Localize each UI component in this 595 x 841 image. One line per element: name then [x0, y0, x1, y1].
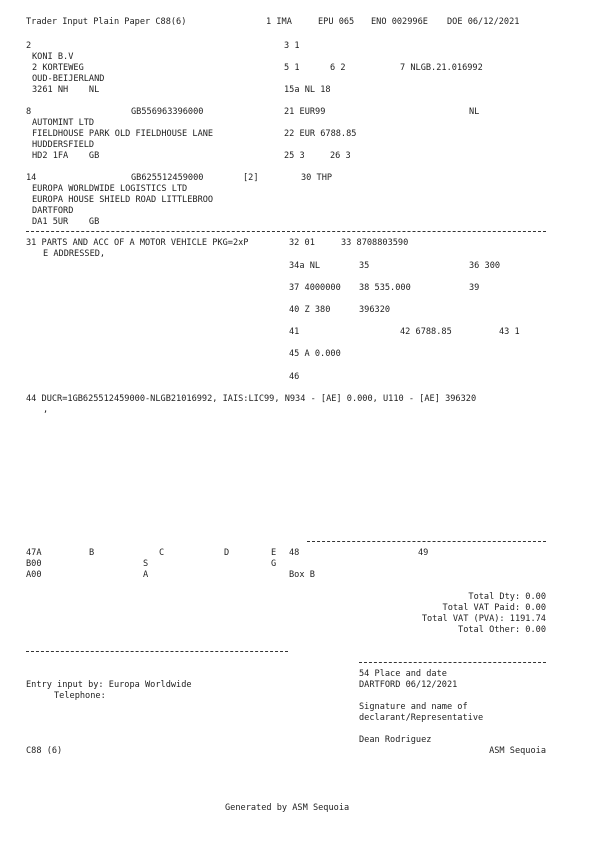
form-title: Trader Input Plain Paper C88(6): [26, 17, 187, 27]
box-1-declaration-type: 1 IMA: [266, 17, 292, 27]
form-code: C88 (6): [26, 746, 63, 756]
box-22-invoice-total: 22 EUR 6788.85: [284, 129, 357, 139]
declarant-status: [2]: [243, 173, 259, 183]
tax-col-e-label: E: [271, 548, 277, 558]
box-44-additional-info: 44 DUCR=1GB625512459000-NLGB21016992, IAIS:LIC99, N934 - [AE] 0.000, U110 - [AE] 396320: [26, 394, 477, 404]
declarant-postcode: DA1 5UR GB: [32, 217, 100, 227]
box-54-label: 54 Place and date: [359, 669, 447, 679]
box-49-warehouse: 49: [418, 548, 429, 558]
consignee-name: AUTOMINT LTD: [32, 118, 95, 128]
box-43-valuation-method: 43 1: [499, 327, 520, 337]
consignee-eori: GB556963396000: [131, 107, 204, 117]
box-38-net-mass: 38 535.000: [359, 283, 411, 293]
box-2-label: 2: [26, 41, 32, 51]
place-and-date: DARTFORD 06/12/2021: [359, 680, 458, 690]
footer-divider-left: [26, 651, 288, 652]
box-5-items: 5 1: [284, 63, 300, 73]
tax-line-2-type: A00: [26, 570, 42, 580]
box-40-reference: 396320: [359, 305, 391, 315]
box-21-country: NL: [469, 107, 480, 117]
box-47a-label: 47A: [26, 548, 42, 558]
tax-line-1-mop: G: [271, 559, 277, 569]
box-b-label: Box B: [289, 570, 315, 580]
consignee-street: FIELDHOUSE PARK OLD FIELDHOUSE LANE: [32, 129, 214, 139]
box-6-packages: 6 2: [330, 63, 346, 73]
section-divider: [26, 231, 546, 232]
box-42-item-price: 42 6788.85: [400, 327, 452, 337]
box-45-adjustment: 45 A 0.000: [289, 349, 341, 359]
telephone-label: Telephone:: [54, 691, 106, 701]
consignee-city: HUDDERSFIELD: [32, 140, 95, 150]
box-39-quota: 39: [469, 283, 480, 293]
total-vat-pva: Total VAT (PVA): 1191.74: [421, 614, 546, 624]
box-41-supplementary-units: 41: [289, 327, 300, 337]
box-32-item-number: 32 01: [289, 238, 315, 248]
signature-label-line2: declarant/Representative: [359, 713, 484, 723]
total-duty: Total Dty: 0.00: [468, 592, 546, 602]
entry-input-by: Entry input by: Europa Worldwide: [26, 680, 192, 690]
date-of-entry: DOE 06/12/2021: [447, 17, 520, 27]
box-3-forms: 3 1: [284, 41, 300, 51]
tax-divider: [307, 541, 546, 542]
box-36-preference: 36 300: [469, 261, 501, 271]
declarant-street: EUROPA HOUSE SHIELD ROAD LITTLEBROO: [32, 195, 214, 205]
tax-col-d-label: D: [224, 548, 230, 558]
generated-by: Generated by ASM Sequoia: [225, 803, 350, 813]
box-37-procedure: 37 4000000: [289, 283, 341, 293]
declarant-name: EUROPA WORLDWIDE LOGISTICS LTD: [32, 184, 188, 194]
footer-divider-right: [359, 662, 546, 663]
software-vendor: ASM Sequoia: [489, 746, 546, 756]
tax-line-1-type: B00: [26, 559, 42, 569]
box-40-previous-document: 40 Z 380: [289, 305, 331, 315]
box-25-border-mode: 25 3: [284, 151, 305, 161]
tax-col-c-label: C: [159, 548, 165, 558]
box-14-label: 14: [26, 173, 37, 183]
box-31-description: 31 PARTS AND ACC OF A MOTOR VEHICLE PKG=2xP: [26, 238, 249, 248]
consignor-postcode: 3261 NH NL: [32, 85, 100, 95]
box-30-goods-location: 30 THP: [301, 173, 333, 183]
box-33-commodity-code: 33 8708803590: [341, 238, 409, 248]
total-other: Total Other: 0.00: [458, 625, 546, 635]
declarant-eori: GB625512459000: [131, 173, 204, 183]
consignor-street: 2 KORTEWEG: [32, 63, 84, 73]
box-26-inland-mode: 26 3: [330, 151, 351, 161]
tax-line-2-base: A: [143, 570, 149, 580]
box-15a-country: 15a NL 18: [284, 85, 331, 95]
box-34a-origin: 34a NL: [289, 261, 321, 271]
box-35-gross-mass: 35: [359, 261, 370, 271]
declarant-city: DARTFORD: [32, 206, 74, 216]
box-44-additional-info-cont: ,: [43, 405, 49, 415]
tax-line-1-base: S: [143, 559, 149, 569]
signatory-name: Dean Rodriguez: [359, 735, 432, 745]
entry-number: ENO 002996E: [371, 17, 428, 27]
epu-number: EPU 065: [318, 17, 355, 27]
box-7-reference: 7 NLGB.21.016992: [400, 63, 483, 73]
box-31-description-cont: E ADDRESSED,: [43, 249, 106, 259]
signature-label-line1: Signature and name of: [359, 702, 468, 712]
box-8-label: 8: [26, 107, 32, 117]
total-vat-paid: Total VAT Paid: 0.00: [442, 603, 546, 613]
tax-col-b-label: B: [89, 548, 95, 558]
box-48-deferred-payment: 48: [289, 548, 300, 558]
consignor-city: OUD-BEIJERLAND: [32, 74, 105, 84]
box-46-statistical-value: 46: [289, 372, 300, 382]
consignee-postcode: HD2 1FA GB: [32, 151, 100, 161]
box-21-transport: 21 EUR99: [284, 107, 326, 117]
consignor-name: KONI B.V: [32, 52, 74, 62]
